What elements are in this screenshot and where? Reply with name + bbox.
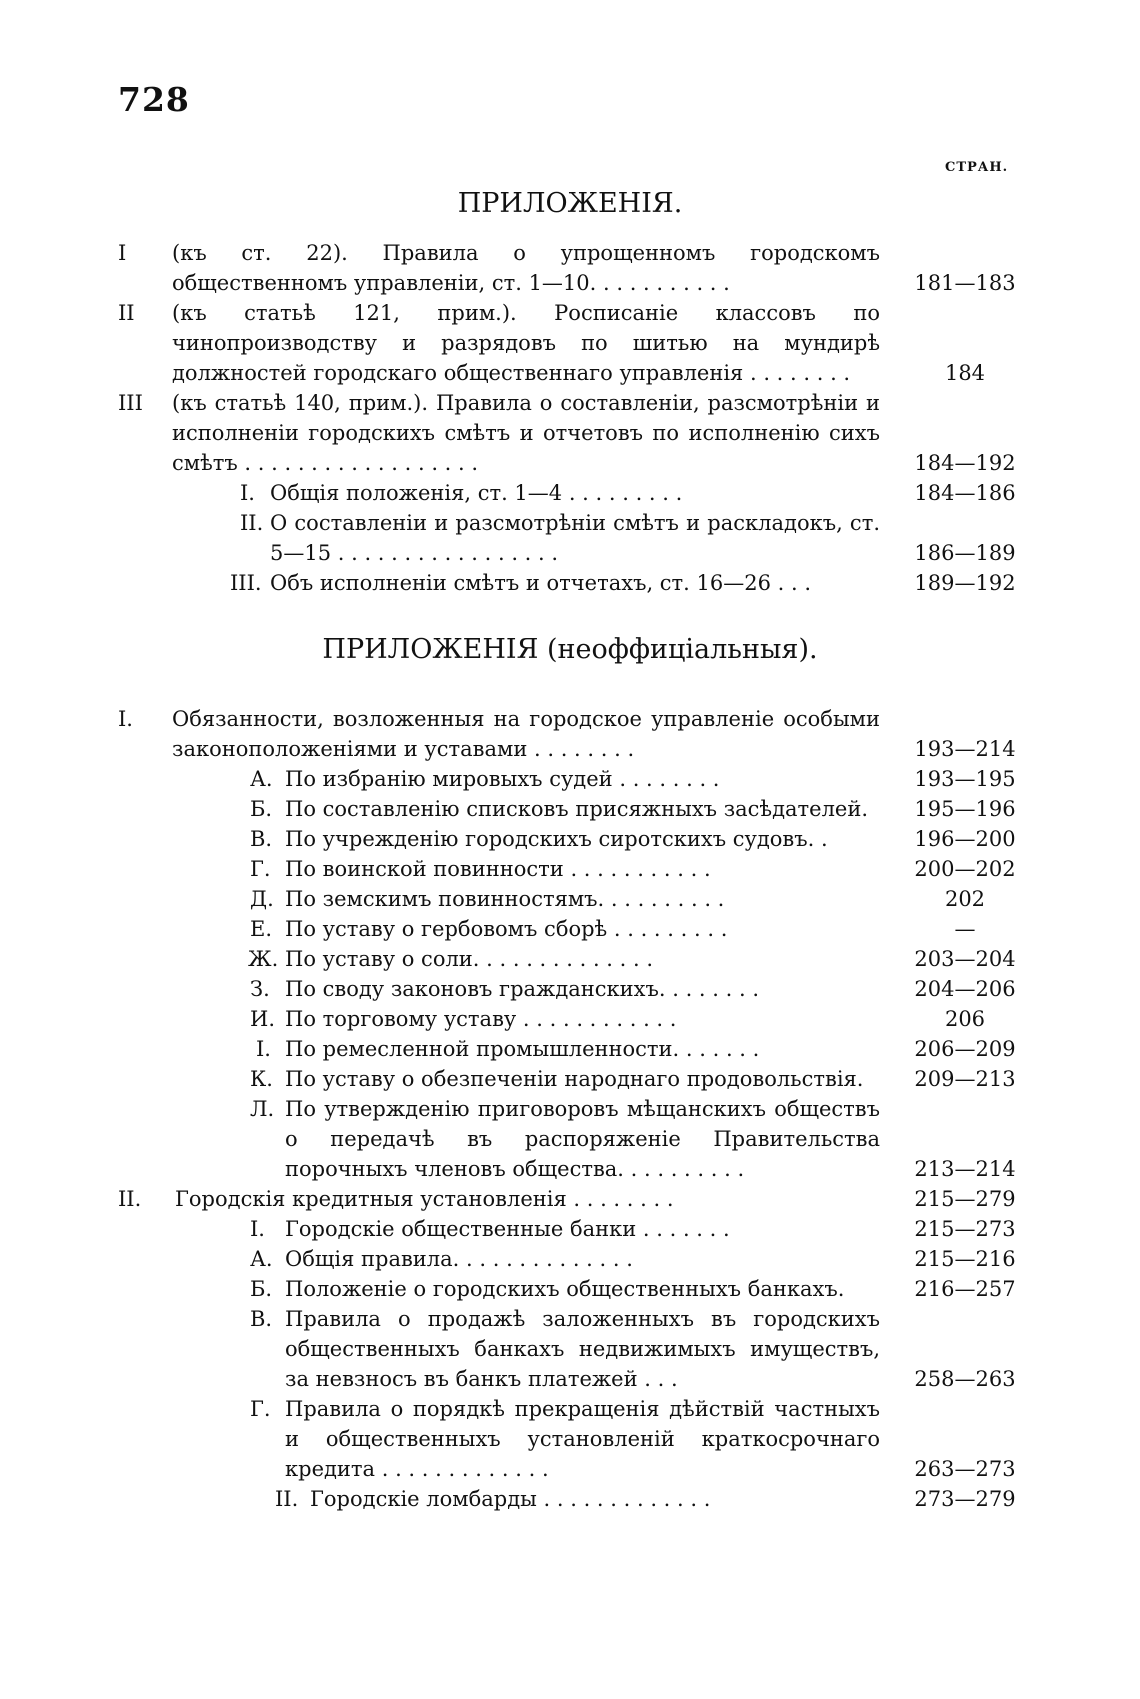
toc-entry <box>0 478 1140 508</box>
toc-entry-text: Правила о порядкѣ прекращенія дѣйствій частныхъ и общественныхъ установленій краткосрочнаго кредита . . . . . . . . . . . . . <box>285 1397 880 1481</box>
toc-entry <box>0 1274 1140 1304</box>
toc-entry-number: Ж. <box>248 947 279 971</box>
toc-entry <box>0 1244 1140 1274</box>
toc-entry-text: (къ ст. 22). Правила о упрощенномъ городскомъ общественномъ управленіи, ст. 1—10. . . . . . . . . . . <box>172 241 880 295</box>
toc-entry-text: Объ исполненіи смѣтъ и отчетахъ, ст. 16—26 . . . <box>270 571 812 595</box>
toc-entry <box>0 794 1140 824</box>
toc-entry-pages: 203—204 <box>914 947 1016 971</box>
section-title-unofficial: ПРИЛОЖЕНІЯ (неоффиціальныя). <box>322 634 818 665</box>
toc-entry-number: III. <box>230 571 262 595</box>
toc-entry <box>0 1034 1140 1064</box>
toc-entry-pages: 184 <box>944 361 986 385</box>
toc-entry-text: Городскіе общественные банки . . . . . . . <box>285 1217 730 1241</box>
toc-entry-pages: 215—216 <box>914 1247 1016 1271</box>
toc-entry-text: Общія правила. . . . . . . . . . . . . . <box>285 1247 633 1271</box>
toc-entry-number: В. <box>250 827 273 851</box>
toc-entry-pages: 196—200 <box>914 827 1016 851</box>
toc-entry-text: Городскіе ломбарды . . . . . . . . . . . . . <box>310 1487 711 1511</box>
toc-entry <box>0 388 1140 478</box>
toc-entry-number: I. <box>118 707 133 731</box>
toc-entry-number: I. <box>250 1217 265 1241</box>
toc-entry <box>0 944 1140 974</box>
toc-entry-text: По торговому уставу . . . . . . . . . . . . <box>285 1007 677 1031</box>
toc-entry-number: З. <box>250 977 270 1001</box>
toc-entry <box>0 508 1140 568</box>
toc-entry-number: И. <box>250 1007 275 1031</box>
toc-entry-text: По составленію списковъ присяжныхъ засѣдателей. <box>285 797 869 821</box>
toc-entry-pages: 202 <box>944 887 986 911</box>
toc-entry-number: Б. <box>250 797 273 821</box>
toc-entry <box>0 1394 1140 1484</box>
toc-entry-pages: 215—273 <box>914 1217 1016 1241</box>
toc-entry-number: Е. <box>250 917 273 941</box>
toc-entry-number: I <box>118 241 127 265</box>
toc-entry-text: О составленіи и разсмотрѣніи смѣтъ и раскладокъ, ст. 5—15 . . . . . . . . . . . . . . . . . <box>270 511 880 565</box>
toc-entry-text: По своду законовъ гражданскихъ. . . . . . . . <box>285 977 760 1001</box>
toc-entry-number: Л. <box>250 1097 275 1121</box>
toc-entry <box>0 1304 1140 1394</box>
toc-entry-number: Б. <box>250 1277 273 1301</box>
toc-entry-text: По ремесленной промышленности. . . . . . . <box>285 1037 760 1061</box>
toc-entry-text: (къ статьѣ 121, прим.). Росписаніе классовъ по чинопроизводству и разрядовъ по шитью на мундирѣ должностей городскаго общественнаго управленія . . . . . . . . <box>172 301 880 385</box>
toc-entry-text: По воинской повинности . . . . . . . . . . . <box>285 857 711 881</box>
toc-entry <box>0 1094 1140 1184</box>
toc-entry-text: Городскія кредитныя установленія . . . . . . . . <box>175 1187 674 1211</box>
toc-entry-pages: 209—213 <box>914 1067 1016 1091</box>
toc-entry-number: А. <box>250 1247 273 1271</box>
toc-entry-number: II. <box>275 1487 299 1511</box>
toc-entry <box>0 1214 1140 1244</box>
toc-entry-pages: 213—214 <box>914 1157 1016 1181</box>
toc-entry <box>0 1064 1140 1094</box>
toc-entry-pages: 184—186 <box>914 481 1016 505</box>
toc-entry <box>0 974 1140 1004</box>
toc-entry <box>0 1484 1140 1514</box>
toc-entry <box>0 238 1140 298</box>
toc-entry-number: І. <box>256 1037 271 1061</box>
toc-entry <box>0 298 1140 388</box>
toc-entry-text: По утвержденію приговоровъ мѣщанскихъ обществъ о передачѣ въ распоряженіе Правительства порочныхъ членовъ общества. . . . . . . . . . <box>285 1097 880 1181</box>
toc-entry-text: По учрежденію городскихъ сиротскихъ судовъ. . <box>285 827 828 851</box>
toc-entry <box>0 704 1140 764</box>
toc-entry <box>0 824 1140 854</box>
toc-entry-number: А. <box>250 767 273 791</box>
toc-entry-text: Положеніе о городскихъ общественныхъ банкахъ. <box>285 1277 845 1301</box>
toc-entry <box>0 914 1140 944</box>
toc-entry-pages: 206—209 <box>914 1037 1016 1061</box>
toc-entry <box>0 1184 1140 1214</box>
page-number: 728 <box>118 80 190 119</box>
section-title-official: ПРИЛОЖЕНІЯ. <box>457 188 683 219</box>
toc-entry-pages: 181—183 <box>914 271 1016 295</box>
toc-entry-pages: 215—279 <box>914 1187 1016 1211</box>
toc-entry-text: По уставу о соли. . . . . . . . . . . . . . <box>285 947 654 971</box>
toc-entry <box>0 764 1140 794</box>
toc-entry-number: Д. <box>250 887 274 911</box>
toc-entry-number: I. <box>240 481 255 505</box>
toc-entry-text: По уставу о обезпеченіи народнаго продовольствія. <box>285 1067 864 1091</box>
toc-entry-number: В. <box>250 1307 273 1331</box>
toc-entry-number: К. <box>250 1067 273 1091</box>
toc-entry <box>0 854 1140 884</box>
toc-entry-pages: — <box>954 917 976 941</box>
toc-entry-text: По уставу о гербовомъ сборѣ . . . . . . . . . <box>285 917 728 941</box>
toc-entry-pages: 273—279 <box>914 1487 1016 1511</box>
toc-entry-text: По избранію мировыхъ судей . . . . . . . . <box>285 767 720 791</box>
toc-entry-pages: 206 <box>944 1007 986 1031</box>
toc-entry-text: Обязанности, возложенныя на городское управленіе особыми законоположеніями и уставами . . . . . . . . <box>172 707 880 761</box>
toc-entry <box>0 1004 1140 1034</box>
toc-entry-number: III <box>118 391 143 415</box>
toc-entry-text: По земскимъ повинностямъ. . . . . . . . . . <box>285 887 725 911</box>
toc-entry-number: II <box>118 301 135 325</box>
toc-entry-pages: 189—192 <box>914 571 1016 595</box>
toc-entry-number: Г. <box>250 857 271 881</box>
toc-entry-pages: 263—273 <box>914 1457 1016 1481</box>
toc-entry-pages: 193—214 <box>914 737 1016 761</box>
toc-entry <box>0 884 1140 914</box>
toc-entry-text: Общія положенія, ст. 1—4 . . . . . . . . . <box>270 481 683 505</box>
toc-entry-text: (къ статьѣ 140, прим.). Правила о составленіи, разсмотрѣніи и исполненіи городскихъ смѣтъ и отчетовъ по исполненію сихъ смѣтъ . . . . . . . . . . . . . . . . . . <box>172 391 880 475</box>
toc-entry-pages: 193—195 <box>914 767 1016 791</box>
toc-entry-pages: 216—257 <box>914 1277 1016 1301</box>
toc-entry-pages: 204—206 <box>914 977 1016 1001</box>
toc-entry-number: Г. <box>250 1397 271 1421</box>
toc-entry-pages: 200—202 <box>914 857 1016 881</box>
toc-entry-text: Правила о продажѣ заложенныхъ въ городскихъ общественныхъ банкахъ недвижимыхъ имуществъ, за невзносъ въ банкъ платежей . . . <box>285 1307 880 1391</box>
toc-entry-pages: 184—192 <box>914 451 1016 475</box>
toc-entry-number: II. <box>240 511 264 535</box>
toc-entry <box>0 568 1140 598</box>
pages-column-header: СТРАН. <box>945 160 1009 175</box>
toc-entry-pages: 186—189 <box>914 541 1016 565</box>
toc-entry-pages: 195—196 <box>914 797 1016 821</box>
toc-entry-number: II. <box>118 1187 142 1211</box>
toc-entry-pages: 258—263 <box>914 1367 1016 1391</box>
